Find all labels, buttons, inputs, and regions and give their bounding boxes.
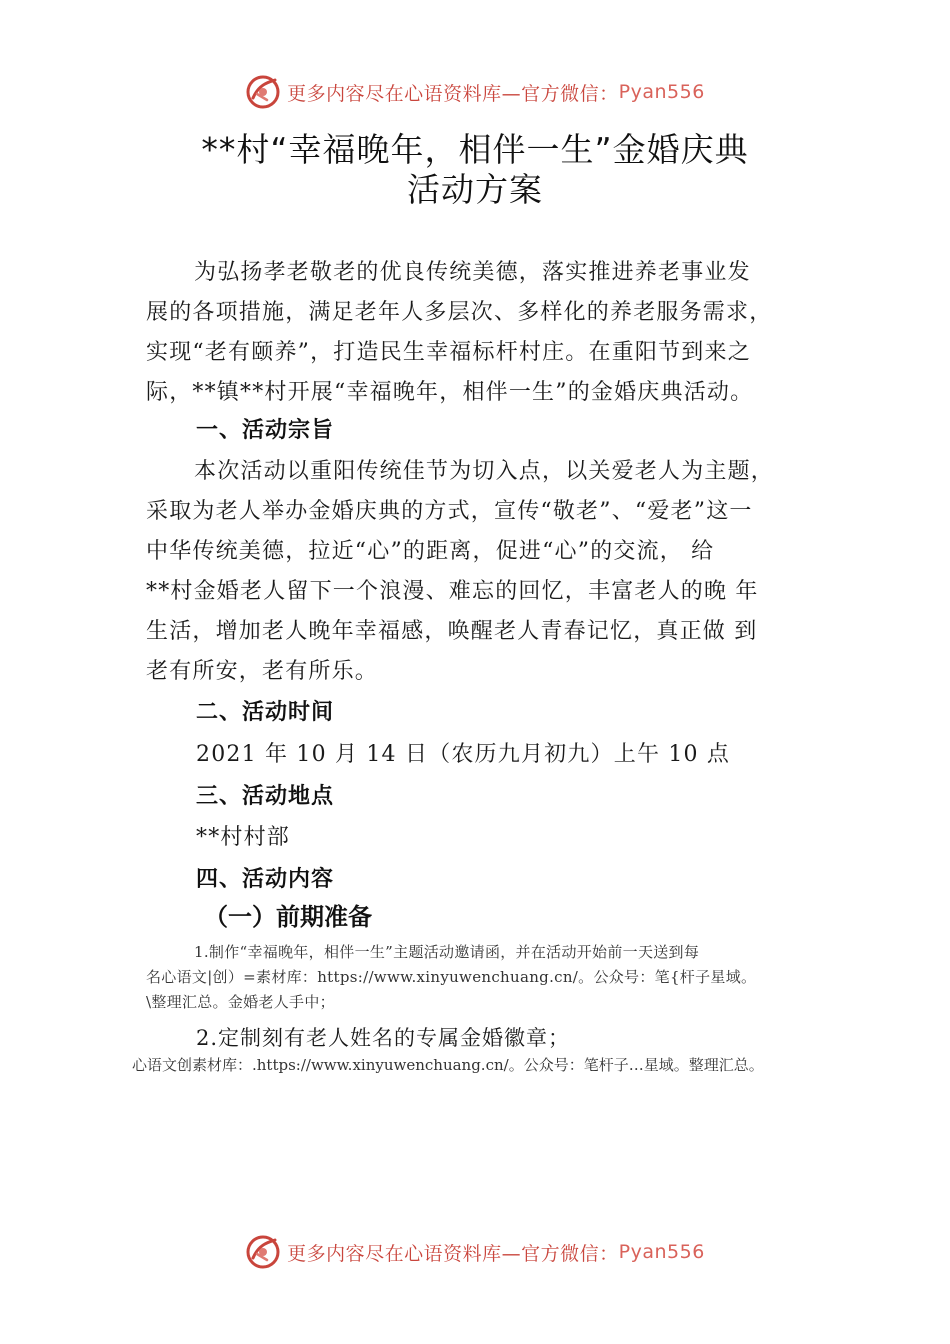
preparation-item-1 [146, 940, 836, 1015]
intro-line: 为弘扬孝老敬老的优良传统美德，落实推进养老事业发 [194, 260, 751, 285]
document-subtitle: 活动方案 [407, 170, 543, 209]
item1-line: 1.制作“幸福晚年，相伴一生”主题活动邀请函，并在活动开始前一天送到每 [194, 943, 700, 961]
purpose-line: 生活，增加老人晚年幸福感，唤醒老人青春记忆，真正做 到 [146, 619, 758, 644]
event-time: 2021 年 10 月 14 日（农历九月初九）上午 10 点 [196, 742, 731, 767]
section-heading-purpose: 一、活动宗旨 [196, 418, 335, 443]
brand-logo-icon [245, 1234, 281, 1270]
purpose-line: 老有所安，老有所乐。 [146, 659, 379, 684]
header-banner [0, 72, 950, 112]
source-footnote: 心语文创素材库：.https://www.xinyuwenchuang.cn/。公众号：笔杆子…星域。整理汇总。 [132, 1056, 764, 1074]
section-heading-time: 二、活动时间 [196, 700, 335, 725]
banner-text: 更多内容尽在心语资料库—官方微信： [287, 1242, 619, 1265]
intro-line: 展的各项措施，满足老年人多层次、多样化的养老服务需求， [146, 300, 773, 325]
subsection-heading-preparation: （一）前期准备 [204, 903, 372, 931]
item1-line: \整理汇总。金婚老人手中； [146, 993, 335, 1011]
purpose-line: 采取为老人举办金婚庆典的方式，宣传“敬老”、“爱老”这一 [146, 499, 753, 524]
section-heading-location: 三、活动地点 [196, 784, 335, 809]
banner-wechat-id: Pyan556 [618, 1241, 705, 1263]
intro-paragraph [146, 253, 826, 413]
section-heading-content: 四、活动内容 [196, 867, 335, 892]
brand-logo-icon [245, 74, 281, 110]
preparation-item-2: 2.定制刻有老人姓名的专属金婚徽章； [196, 1026, 571, 1050]
footer-banner [0, 1232, 950, 1272]
purpose-paragraph [146, 452, 826, 692]
banner-wechat-id: Pyan556 [618, 81, 705, 103]
item1-line: 名心语文|创）=素材库：https://www.xinyuwenchuang.cn/。公众号：笔{杆子星域。 [146, 968, 757, 986]
purpose-line: 中华传统美德，拉近“心”的距离，促进“心”的交流， 给 [146, 539, 715, 564]
purpose-line: **村金婚老人留下一个浪漫、难忘的回忆，丰富老人的晚 年 [146, 579, 759, 604]
purpose-line: 本次活动以重阳传统佳节为切入点，以关爱老人为主题， [194, 459, 775, 484]
intro-line: 实现“老有颐养”，打造民生幸福标杆村庄。在重阳节到来之 [146, 340, 751, 365]
document-title: **村“幸福晚年，相伴一生”金婚庆典 [201, 130, 749, 169]
event-location: **村村部 [196, 825, 291, 850]
banner-text: 更多内容尽在心语资料库—官方微信： [287, 82, 619, 105]
intro-line: 际，**镇**村开展“幸福晚年，相伴一生”的金婚庆典活动。 [146, 380, 754, 405]
